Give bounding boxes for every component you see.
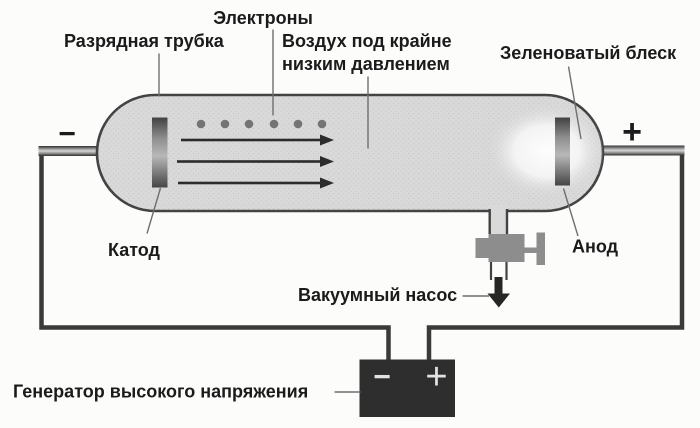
- label-greenish-glow: Зеленоватый блеск: [500, 43, 677, 63]
- battery-plus-sign: +: [425, 356, 448, 398]
- beam-arrow-shaft: [181, 139, 321, 142]
- label-discharge-tube: Разрядная трубка: [64, 31, 224, 51]
- label-air-line1: Воздух под крайне: [282, 31, 452, 51]
- beam-arrow-shaft: [177, 160, 321, 163]
- cathode-electrode: [152, 118, 168, 188]
- tube-glow: [487, 104, 607, 198]
- electron-dot: [221, 120, 230, 129]
- electron-dot: [318, 120, 327, 129]
- label-electrons: Электроны: [213, 8, 313, 28]
- electron-dot: [270, 120, 279, 129]
- label-vacuum-pump: Вакуумный насос: [298, 285, 458, 305]
- electron-dot: [197, 120, 206, 129]
- battery-minus-sign: −: [373, 360, 391, 394]
- valve-body: [489, 234, 525, 262]
- pump-arrow-shaft: [495, 277, 503, 294]
- valve-handle-stem: [525, 248, 537, 254]
- beam-arrow-shaft: [178, 182, 321, 185]
- label-generator: Генератор высокого напряжения: [13, 381, 309, 402]
- label-anode: Анод: [572, 236, 619, 257]
- pump-stem: [491, 205, 507, 236]
- valve-handle: [537, 233, 546, 266]
- label-air-line2: низким давлением: [282, 54, 450, 74]
- label-cathode: Катод: [108, 240, 160, 260]
- anode-electrode: [555, 118, 570, 186]
- cathode-minus-sign: −: [58, 117, 76, 151]
- anode-plus-sign: +: [622, 113, 642, 151]
- valve-left-block: [476, 238, 489, 258]
- electron-dot: [245, 120, 254, 129]
- electron-dot: [294, 120, 303, 129]
